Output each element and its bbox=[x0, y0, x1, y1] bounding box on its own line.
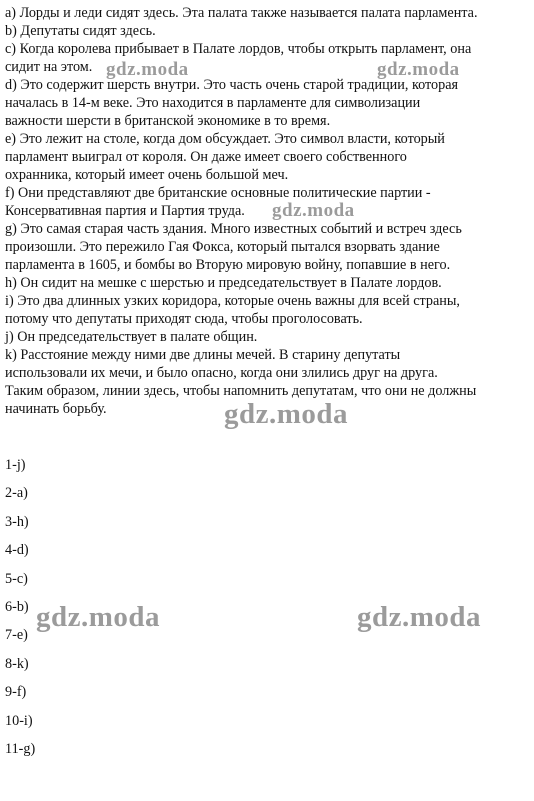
watermark: gdz.moda bbox=[377, 59, 460, 80]
paragraph-i: i) Это два длинных узких коридора, которые очень важны для всей страны, потому что депутаты приходят сюда, чтобы проголосовать. bbox=[5, 293, 460, 327]
watermark: gdz.moda bbox=[357, 601, 482, 633]
watermark: gdz.moda bbox=[272, 200, 355, 221]
watermark: gdz.moda bbox=[224, 398, 349, 430]
answer-item: 6-b) bbox=[5, 598, 29, 615]
paragraph-f: f) Они представляют две британские основные политические партии - Консервативная партия и Партия труда. bbox=[5, 185, 431, 219]
answer-item: 10-i) bbox=[5, 712, 33, 729]
answer-item: 2-a) bbox=[5, 485, 28, 502]
paragraph-h: h) Он сидит на мешке с шерстью и председательствует в Палате лордов. bbox=[5, 275, 442, 291]
answer-item: 4-d) bbox=[5, 542, 29, 559]
paragraph-b: b) Депутаты сидят здесь. bbox=[5, 23, 156, 39]
paragraph-a: a) Лорды и леди сидят здесь. Эта палата также называется палата парламента. bbox=[5, 5, 478, 21]
answer-item: 8-k) bbox=[5, 655, 29, 672]
answer-item: 5-c) bbox=[5, 570, 28, 587]
paragraph-c: c) Когда королева прибывает в Палате лордов, чтобы открыть парламент, она сидит на этом. bbox=[5, 41, 472, 75]
paragraph-e: e) Это лежит на столе, когда дом обсуждает. Это символ власти, который парламент выиграл от короля. Он даже имеет своего собственного охранника, который имеет очень большой меч. bbox=[5, 131, 445, 183]
answer-item: 7-e) bbox=[5, 627, 28, 644]
answer-item: 11-g) bbox=[5, 740, 36, 757]
watermark: gdz.moda bbox=[106, 59, 189, 80]
paragraph-g: g) Это самая старая часть здания. Много известных событий и встреч здесь произошли. Это пережило Гая Фокса, который пытался взорвать здание парламента в 1605, и бомбы во Вторую мировую войну, попавшие в него. bbox=[5, 221, 462, 273]
answer-list bbox=[5, 456, 35, 768]
watermark: gdz.moda bbox=[36, 601, 161, 633]
paragraph-j: j) Он председательствует в палате общин. bbox=[5, 329, 258, 345]
answer-item: 3-h) bbox=[5, 513, 29, 530]
answer-item: 9-f) bbox=[5, 684, 27, 701]
answer-item: 1-j) bbox=[5, 457, 26, 473]
paragraph-d: d) Это содержит шерсть внутри. Это часть очень старой традиции, которая началась в 14-м веке. Это находится в парламенте для символизации важности шерсти в британской экономике в то время. bbox=[5, 77, 459, 129]
paragraph-k: k) Расстояние между ними две длины мечей. В старину депутаты использовали их мечи, и было опасно, когда они злились друг на друга. Таким образом, линии здесь, чтобы напомнить депутатам, что они не должны начинать борьбу. bbox=[5, 347, 477, 417]
